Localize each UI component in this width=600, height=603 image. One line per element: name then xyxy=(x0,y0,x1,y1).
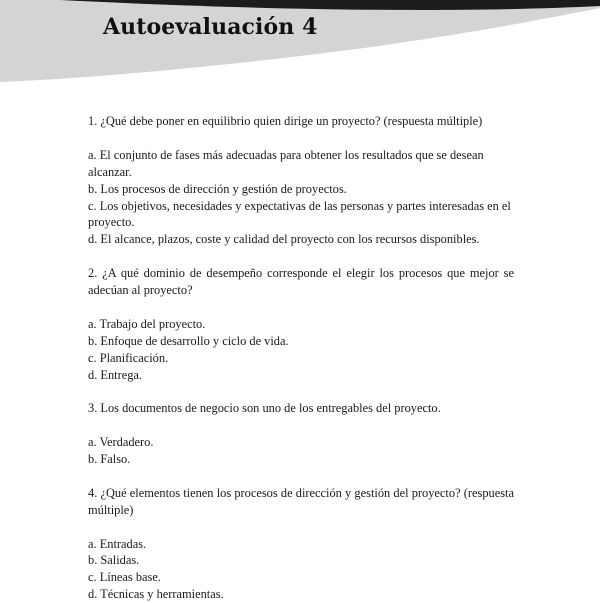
question-text: 1. ¿Qué debe poner en equilibrio quien dirige un proyecto? (respuesta múltiple) xyxy=(88,114,483,128)
question-text: 2. ¿A qué dominio de desempeño corresponde el elegir los procesos que mejor se adecúan al proyecto? xyxy=(88,266,514,298)
options-list xyxy=(88,147,514,248)
question-block-1 xyxy=(88,113,514,248)
option-item: a. Entradas. xyxy=(88,536,147,551)
option-item: b. Falso. xyxy=(88,452,131,467)
options-list xyxy=(88,434,514,468)
page-title: Autoevaluación 4 xyxy=(103,14,318,40)
option-item: a. Verdadero. xyxy=(88,435,154,450)
title-banner xyxy=(0,0,600,82)
options-list xyxy=(88,536,514,603)
question-text: 3. Los documentos de negocio son uno de los entregables del proyecto. xyxy=(88,401,441,416)
option-item: d. Técnicas y herramientas. xyxy=(88,587,224,602)
option-item: b. Los procesos de dirección y gestión de proyectos. xyxy=(88,181,347,196)
option-item: b. Enfoque de desarrollo y ciclo de vida. xyxy=(88,333,289,348)
question-block-4 xyxy=(88,485,514,603)
banner-shape xyxy=(0,0,600,82)
quiz-content xyxy=(88,113,514,603)
banner-fill xyxy=(0,0,600,82)
option-item: a. El conjunto de fases más adecuadas para obtener los resultados que se desean alcanzar. xyxy=(88,147,484,179)
option-item: a. Trabajo del proyecto. xyxy=(88,316,206,331)
option-item: c. Planificación. xyxy=(88,350,169,365)
option-item: d. Entrega. xyxy=(88,367,143,382)
option-item: c. Los objetivos, necesidades y expectativas de las personas y partes interesadas en el proyecto. xyxy=(88,198,511,230)
options-list xyxy=(88,316,514,384)
question-block-2 xyxy=(88,265,514,383)
option-item: b. Salidas. xyxy=(88,553,140,568)
option-item: c. Líneas base. xyxy=(88,570,161,585)
question-text: 4. ¿Qué elementos tienen los procesos de dirección y gestión del proyecto? (respuesta múltiple) xyxy=(88,485,514,517)
question-block-3 xyxy=(88,400,514,468)
option-item: d. El alcance, plazos, coste y calidad del proyecto con los recursos disponibles. xyxy=(88,232,480,247)
